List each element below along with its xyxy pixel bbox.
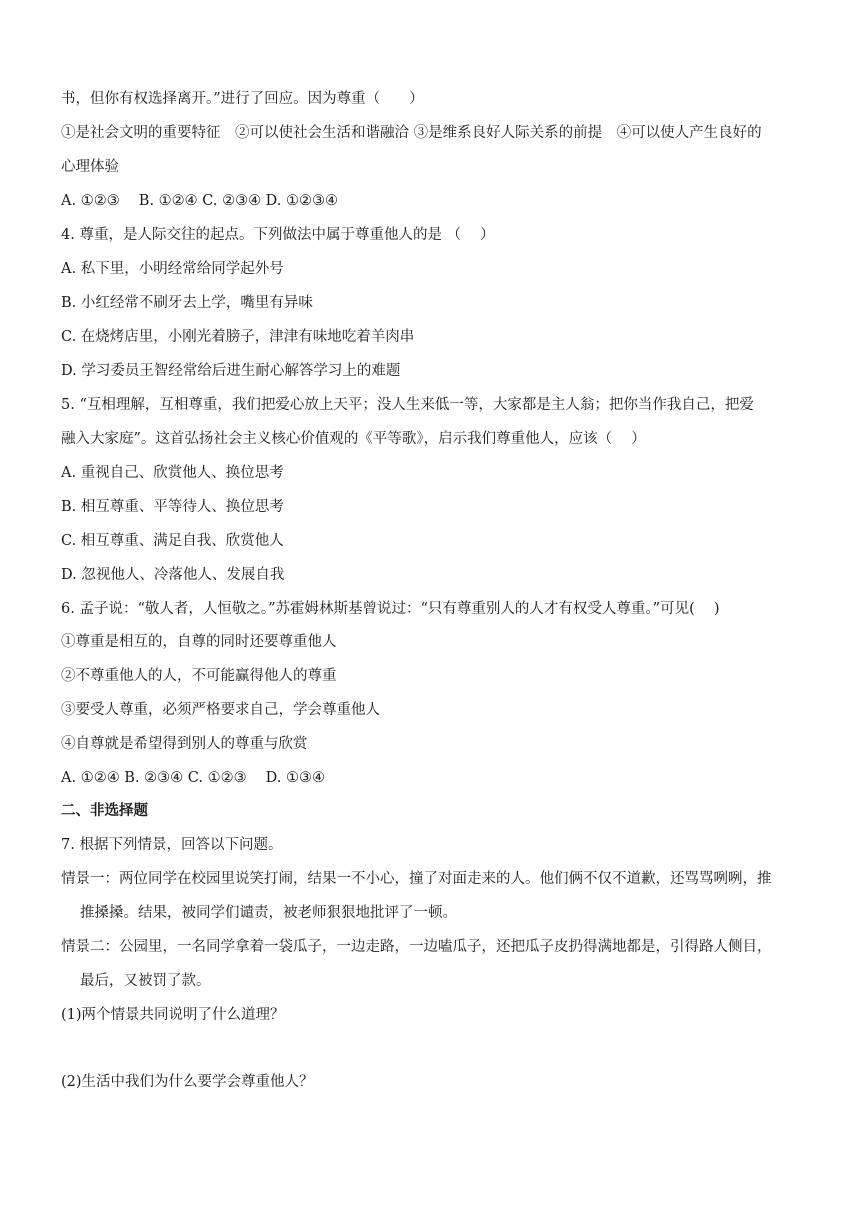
q6-statement-4: ④自尊就是希望得到别人的尊重与欣赏 — [61, 736, 308, 752]
q3-statements-line1: ①是社会文明的重要特征 ②可以使社会生活和谐融洽 ③是维系良好人际关系的前提 ④可以使人产生良好的 — [61, 125, 762, 141]
q4-option-b: B. 小红经常不刷牙去上学，嘴里有异味 — [61, 295, 313, 311]
q4-stem: 4. 尊重，是人际交往的起点。下列做法中属于尊重他人的是 （ ） — [61, 227, 495, 243]
q7-scene2-line2: 最后，又被罚了款。 — [80, 973, 211, 989]
q7-scene1-line2: 推搡搡。结果，被同学们谴责，被老师狠狠地批评了一顿。 — [80, 905, 457, 921]
q5-option-b: B. 相互尊重、平等待人、换位思考 — [61, 499, 284, 515]
q5-stem-line2: 融入大家庭”。这首弘扬社会主义核心价值观的《平等歌》，启示我们尊重他人，应该（ ） — [61, 431, 646, 447]
q5-option-d: D. 忽视他人、冷落他人、发展自我 — [61, 567, 285, 583]
q7-scene1-line1: 情景一：两位同学在校园里说笑打闹，结果一不小心，撞了对面走来的人。他们俩不仅不道歉，还骂骂咧咧，推 — [61, 871, 772, 887]
q3-statements-line2: 心理体验 — [61, 159, 119, 175]
q4-option-c: C. 在烧烤店里，小刚光着膀子，津津有味地吃着羊肉串 — [61, 329, 415, 345]
q3-stem-tail: 书，但你有权选择离开。”进行了回应。因为尊重（ ） — [61, 91, 424, 107]
q4-option-d: D. 学习委员王智经常给后进生耐心解答学习上的难题 — [61, 363, 401, 379]
q5-stem-line1: 5. “互相理解，互相尊重，我们把爱心放上天平；没人生来低一等，大家都是主人翁；把你当作我自己，把爱 — [61, 397, 754, 413]
q7-scene2-line1: 情景二：公园里，一名同学拿着一袋瓜子，一边走路，一边嗑瓜子，还把瓜子皮扔得满地都是，引得路人侧目， — [61, 939, 772, 955]
q7-stem: 7. 根据下列情景，回答以下问题。 — [61, 837, 283, 853]
q6-options: A. ①②④ B. ②③④ C. ①②③ D. ①③④ — [61, 770, 326, 786]
q5-option-a: A. 重视自己、欣赏他人、换位思考 — [61, 465, 284, 481]
q6-statement-1: ①尊重是相互的，自尊的同时还要尊重他人 — [61, 634, 337, 650]
q3-options: A. ①②③ B. ①②④ C. ②③④ D. ①②③④ — [61, 193, 339, 209]
q5-option-c: C. 相互尊重、满足自我、欣赏他人 — [61, 533, 284, 549]
q4-option-a: A. 私下里，小明经常给同学起外号 — [61, 261, 284, 277]
q6-stem: 6. 孟子说：“敬人者，人恒敬之。”苏霍姆林斯基曾说过：“只有尊重别人的人才有权受人尊重。”可见( ) — [61, 601, 720, 617]
q6-statement-2: ②不尊重他人的人，不可能赢得他人的尊重 — [61, 668, 337, 684]
q7-subquestion-2: (2)生活中我们为什么要学会尊重他人？ — [61, 1074, 314, 1090]
q7-subquestion-1: (1)两个情景共同说明了什么道理？ — [61, 1007, 285, 1023]
section-title: 二、非选择题 — [61, 803, 148, 819]
q6-statement-3: ③要受人尊重，必须严格要求自己，学会尊重他人 — [61, 702, 380, 718]
